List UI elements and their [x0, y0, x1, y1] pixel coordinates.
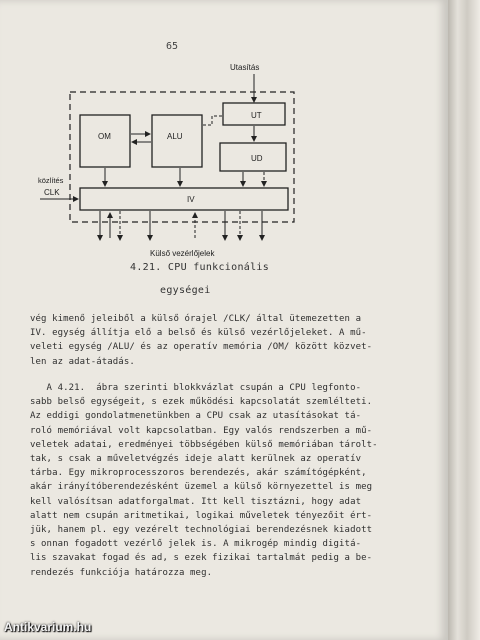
text-line: veletek adatai, eredményei többségében külső memóriában tárolt- [30, 439, 378, 450]
alu-label: ALU [167, 132, 183, 141]
text-line: jük, hanem pl. egy vezérelt technológiai berendezésnek kiadott [30, 525, 373, 536]
iv-label: IV [187, 195, 195, 204]
text-line: kell valósítsan adatforgalmat. Itt kell tisztázni, hogy adat [30, 496, 362, 507]
figure-caption-line1: 4.21. CPU funkcionális [130, 262, 270, 273]
text-line: vég kimenő jeleiből a külső órajel /CLK/ által ütemezetten a [30, 314, 362, 324]
om-block [80, 115, 130, 167]
page-number: 65 [166, 41, 179, 52]
utasitas-label: Utasítás [230, 63, 260, 72]
paragraph-1 [30, 312, 440, 369]
alu-block [152, 115, 202, 167]
text-line: roló memóriával volt kapcsolatban. Egy valós rendszerben a mű- [30, 425, 373, 436]
text-line: len az adat-átadás. [30, 356, 135, 367]
cpu-block-diagram [0, 0, 480, 280]
paragraph-2 [30, 381, 440, 580]
text-line: veleti egység /ALU/ és az operatív memória /OM/ között közvet- [30, 342, 373, 353]
text-line: akár irányítóberendezésként üzemel a külső környezettel is meg [30, 482, 373, 493]
text-line: s onnan fogadott vezérlő jelek is. A mikrogép mindig digitá- [30, 539, 362, 550]
text-line: rendezés funkciója határozza meg. [30, 567, 213, 578]
kulso-vezerlojelek-label: Külső vezérlőjelek [150, 249, 215, 258]
om-label: OM [98, 132, 111, 141]
ud-label: UD [251, 154, 263, 163]
watermark: Antikvarium.hu [4, 620, 92, 634]
clk-label: CLK [44, 188, 60, 197]
text-line: Az eddigi gondolatmenetünkben a CPU csak az utasításokat tá- [30, 411, 362, 422]
text-line: tárba. Egy mikroprocesszoros berendezés, akár számítógépként, [30, 468, 367, 479]
iv-block [80, 188, 288, 210]
text-line: sabb belső egységeit, s ezek működési kapcsolatát szemlélteti. [30, 397, 373, 408]
kozlotes-label: közlítés [38, 176, 64, 185]
text-line: lis szavakat fogad és ad, s ezek fizikai tartalmát pedig a be- [30, 553, 373, 564]
ut-label: UT [251, 111, 262, 120]
figure-caption-line2: egységei [160, 285, 211, 296]
text-line: A 4.21. ábra szerinti blokkvázlat csupán a CPU legfonto- [30, 383, 362, 393]
text-line: tak, s csak a műveletvégzés ideje alatt kerülnek az operatív [30, 454, 362, 465]
text-line: alatt nem csupán aritmetikai, logikai műveletek tényezőit ért- [30, 510, 373, 521]
text-line: IV. egység állítja elő a belső és külső vezérlőjeleket. A mű- [30, 328, 367, 339]
